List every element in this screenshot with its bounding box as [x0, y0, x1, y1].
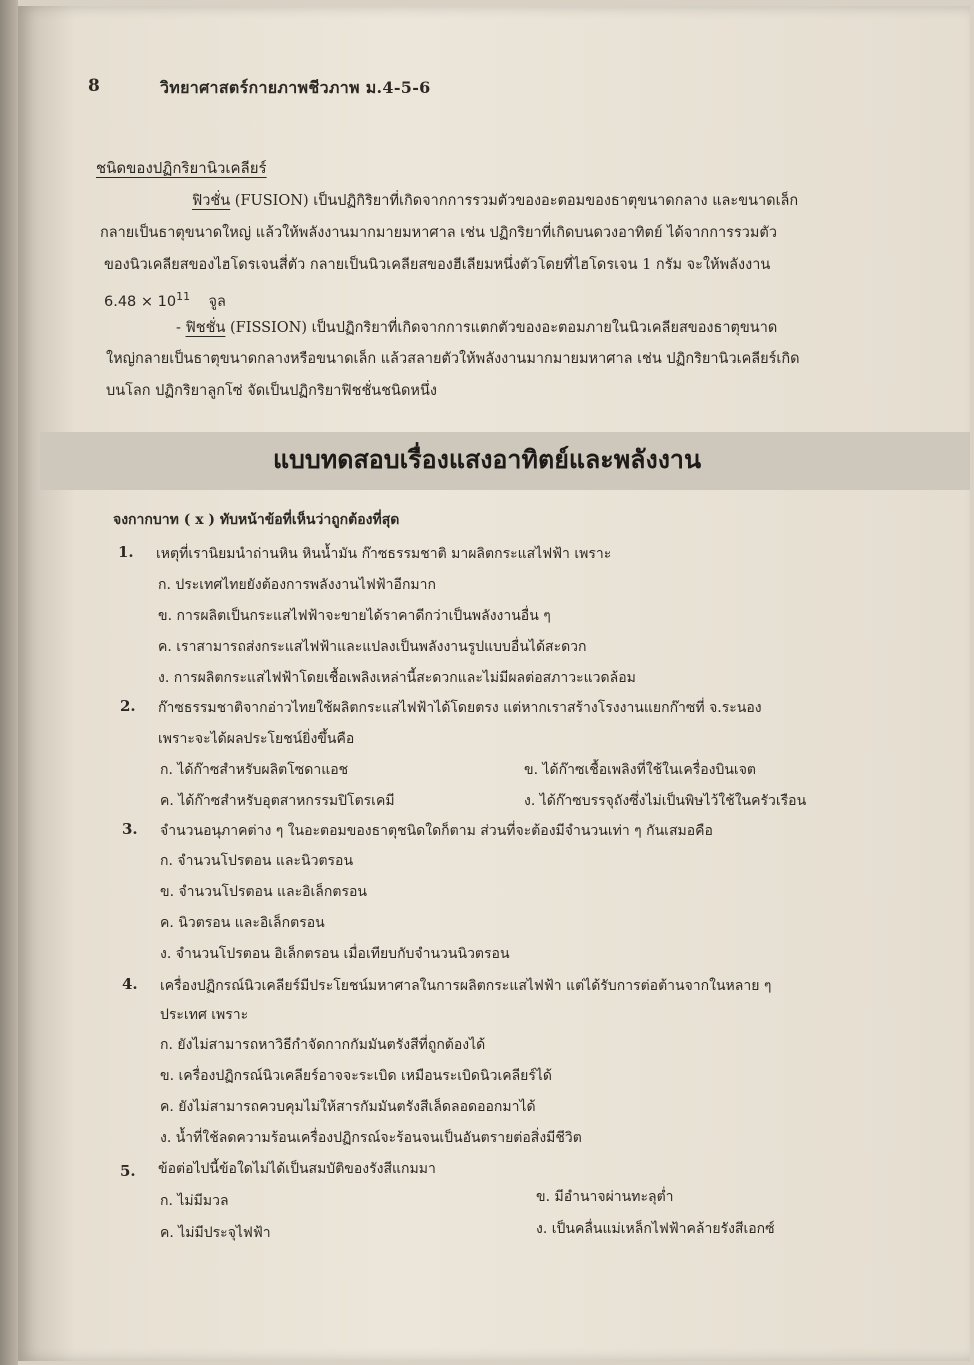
fusion-text-1: (FUSION) เป็นปฏิกิริยาที่เกิดจากการรวมตัวของอะตอมของธาตุขนาดกลาง และขนาดเล็ก: [230, 193, 799, 209]
q5-choice-b: ข. มีอำนาจผ่านทะลุต่ำ: [536, 1189, 674, 1205]
fusion-line-2: กลายเป็นธาตุขนาดใหญ่ แล้วให้พลังงานมากมายมหาศาล เช่น ปฏิกริยาที่เกิดบนดวงอาทิตย์ ได้จากการรวมตัว: [100, 225, 777, 241]
quiz-instruction: จงกากบาท ( x ) ทับหน้าข้อที่เห็นว่าถูกต้องที่สุด: [113, 512, 400, 528]
fission-line-2: ใหญ่กลายเป็นธาตุขนาดกลางหรือขนาดเล็ก แล้วสลายตัวให้พลังงานมากมายมหาศาล เช่น ปฏิกริยานิวเคลียร์เกิด: [106, 351, 800, 367]
q2-choice-a: ก. ได้ก๊าซสำหรับผลิตโซดาแอช: [160, 762, 349, 778]
fission-term: ฟิชชั่น: [185, 320, 226, 336]
q4-number: 4.: [122, 975, 138, 993]
q1-choice-d: ง. การผลิตกระแสไฟฟ้าโดยเชื้อเพลิงเหล่านี้สะดวกและไม่มีผลต่อสภาวะแวดล้อม: [158, 670, 636, 686]
energy-exponent: 11: [176, 290, 191, 303]
q1-choice-c: ค. เราสามารถส่งกระแสไฟฟ้าและแปลงเป็นพลังงานรูปแบบอื่นได้สะดวก: [158, 639, 587, 655]
book-spine: [0, 0, 18, 1365]
q5-choice-a: ก. ไม่มีมวล: [160, 1193, 229, 1209]
section-title: ชนิดของปฏิกริยานิวเคลียร์: [96, 159, 267, 177]
q1-number: 1.: [118, 543, 134, 561]
energy-base: 6.48 × 10: [104, 293, 177, 310]
energy-unit: จูล: [208, 293, 226, 310]
q3-text: จำนวนอนุภาคต่าง ๆ ในอะตอมของธาตุชนิดใดก็ตาม ส่วนที่จะต้องมีจำนวนเท่า ๆ กันเสมอคือ: [160, 823, 713, 839]
quiz-title: แบบทดสอบเรื่องแสงอาทิตย์และพลังงาน: [272, 445, 702, 474]
q5-number: 5.: [120, 1162, 136, 1180]
fusion-line-3: ของนิวเคลียสของไฮโดรเจนสี่ตัว กลายเป็นนิวเคลียสของฮีเลียมหนึ่งตัวโดยที่ไฮโดรเจน 1 กรัม จะให้พลังงาน: [104, 257, 771, 273]
q3-choice-a: ก. จำนวนโปรตอน และนิวตรอน: [160, 853, 354, 869]
q2-choice-d: ง. ได้ก๊าซบรรจุถังซึ่งไม่เป็นพิษไว้ใช้ในครัวเรือน: [524, 793, 807, 809]
q4-choice-d: ง. น้ำที่ใช้ลดความร้อนเครื่องปฏิกรณ์จะร้อนจนเป็นอันตรายต่อสิ่งมีชีวิต: [160, 1130, 582, 1146]
q2-text-1: ก๊าซธรรมชาติจากอ่าวไทยใช้ผลิตกระแสไฟฟ้าได้โดยตรง แต่หากเราสร้างโรงงานแยกก๊าซที่ จ.ระนอง: [158, 700, 762, 716]
q3-choice-d: ง. จำนวนโปรตอน อิเล็กตรอน เมื่อเทียบกับจำนวนนิวตรอน: [160, 946, 510, 962]
q2-choice-b: ข. ได้ก๊าซเชื้อเพลิงที่ใช้ในเครื่องบินเจต: [524, 762, 756, 778]
q5-text: ข้อต่อไปนี้ข้อใดไม่ได้เป็นสมบัติของรังสีแกมมา: [158, 1161, 436, 1177]
fission-dash: -: [176, 320, 186, 336]
fission-line-1: [176, 313, 777, 343]
energy-value: [104, 282, 226, 317]
fission-line-3: บนโลก ปฏิกริยาลูกโซ่ จัดเป็นปฏิกริยาฟิชชั่นชนิดหนึ่ง: [106, 383, 437, 399]
q2-number: 2.: [120, 697, 136, 715]
q4-choice-a: ก. ยังไม่สามารถหาวิธีกำจัดกากกัมมันตรังสีที่ถูกต้องได้: [160, 1037, 486, 1053]
q1-choice-a: ก. ประเทศไทยยังต้องการพลังงานไฟฟ้าอีกมาก: [158, 577, 436, 593]
q2-choice-c: ค. ได้ก๊าซสำหรับอุตสาหกรรมปิโตรเคมี: [160, 793, 395, 809]
q5-choice-d: ง. เป็นคลื่นแม่เหล็กไฟฟ้าคล้ายรังสีเอกซ์: [536, 1221, 775, 1237]
q1-text: เหตุที่เรานิยมนำถ่านหิน หินน้ำมัน ก๊าซธรรมชาติ มาผลิตกระแสไฟฟ้า เพราะ: [156, 546, 612, 562]
fusion-term: ฟิวชั่น: [192, 193, 231, 209]
q4-text-1: เครื่องปฏิกรณ์นิวเคลียร์มีประโยชน์มหาศาลในการผลิตกระแสไฟฟ้า แต่ได้รับการต่อต้านจากในหลาย ๆ: [160, 978, 772, 994]
q5-choice-c: ค. ไม่มีประจุไฟฟ้า: [160, 1225, 271, 1241]
q2-text-2: เพราะจะได้ผลประโยชน์ยิ่งขึ้นคือ: [158, 731, 355, 747]
q4-text-2: ประเทศ เพราะ: [160, 1007, 249, 1023]
q3-number: 3.: [122, 820, 138, 838]
page-number: 8: [88, 76, 100, 96]
fusion-line-1: [192, 186, 798, 216]
q4-choice-c: ค. ยังไม่สามารถควบคุมไม่ให้สารกัมมันตรังสีเล็ดลอดออกมาได้: [160, 1099, 536, 1115]
q3-choice-c: ค. นิวตรอน และอิเล็กตรอน: [160, 915, 325, 931]
running-header: วิทยาศาสตร์กายภาพชีวภาพ ม.4-5-6: [160, 78, 431, 97]
fission-text-1: (FISSION) เป็นปฏิกริยาที่เกิดจากการแตกตัวของอะตอมภายในนิวเคลียสของธาตุขนาด: [225, 320, 778, 336]
q3-choice-b: ข. จำนวนโปรตอน และอิเล็กตรอน: [160, 884, 367, 900]
q1-choice-b: ข. การผลิตเป็นกระแสไฟฟ้าจะขายได้ราคาดีกว่าเป็นพลังงานอื่น ๆ: [158, 608, 551, 624]
q4-choice-b: ข. เครื่องปฏิกรณ์นิวเคลียร์อาจจะระเบิด เหมือนระเบิดนิวเคลียร์ได้: [160, 1068, 553, 1084]
